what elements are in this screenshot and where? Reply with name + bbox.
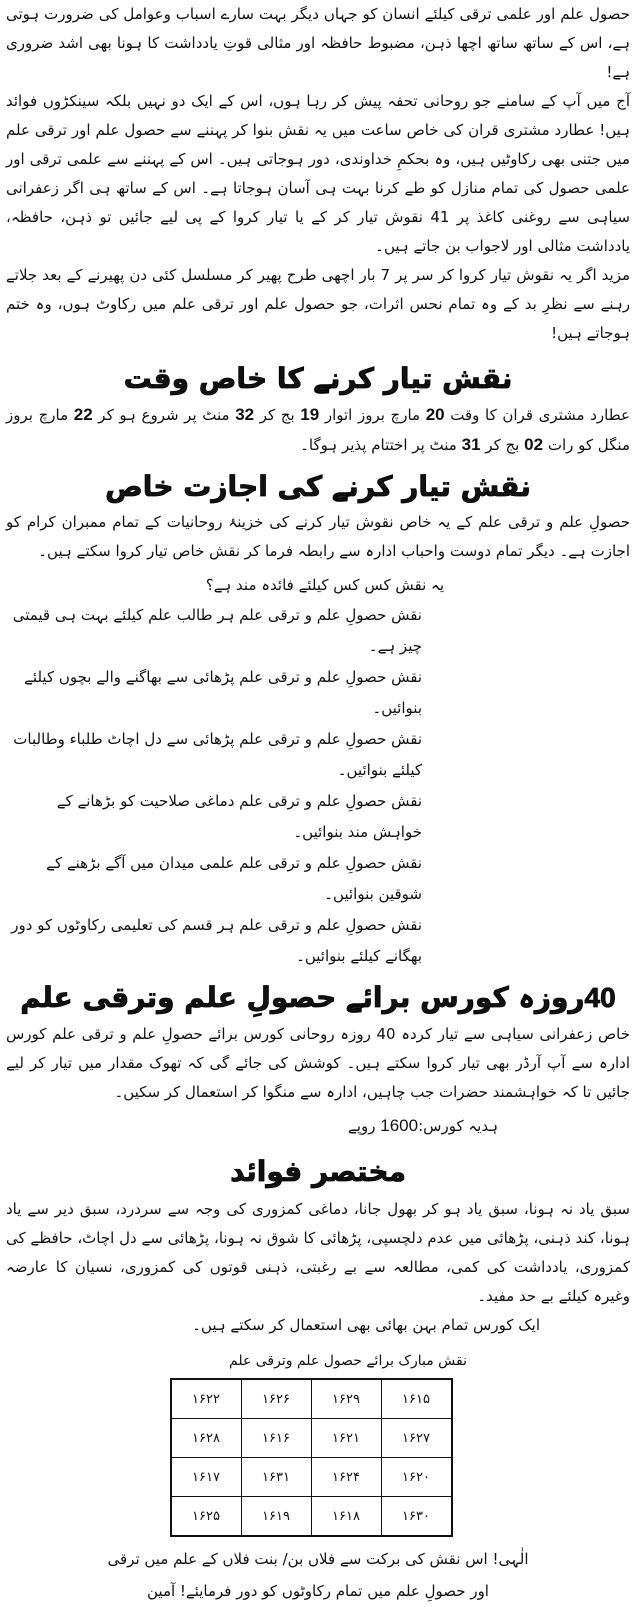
price-value: 1600 <box>380 1116 419 1135</box>
naqsh-cell: ۱۶۲۸ <box>171 1419 242 1458</box>
naqsh-cell: ۱۶۲۴ <box>311 1458 381 1497</box>
naqsh-cell: ۱۶۲۶ <box>241 1379 311 1419</box>
naqsh-row <box>171 1379 452 1419</box>
time-text: عطارد مشتری قران کا وقت <box>444 406 630 424</box>
time-paragraph <box>6 400 630 460</box>
permission-paragraph: حصولِ علم و ترقی علم کے یہ خاص نقوش تیار کرنے کی خزینۂ روحانیات کے تمام ممبران کرام کو اجازت ہے۔ دیگر تمام دوست واحباب ادارہ سے رابطہ فرما کر نقش خاص تیار کروا سکتے ہیں۔ <box>6 513 630 560</box>
naqsh-cell: ۱۶۳۰ <box>381 1497 452 1537</box>
time-text: بج کر <box>254 406 301 424</box>
course-section <box>6 976 630 1141</box>
short-benefits-heading: مختصر فوائد <box>230 1155 406 1188</box>
benefit-question: یہ نقش کس کس کیلئے فائدہ مند ہے؟ <box>205 576 444 594</box>
naqsh-cell: ۱۶۱۷ <box>171 1458 242 1497</box>
time-text: مارچ بروز منگل کو رات <box>6 406 630 454</box>
time-text: منٹ پر شروع ہو کر <box>92 406 236 424</box>
benefit-item: نقش حصولِ علم و ترقی علم دماغی صلاحیت کو بڑھانے کے خواہش مند بنوائیں۔ <box>56 792 422 841</box>
dua-line: الٰہی! اس نقش کی برکت سے فلاں بن/ بنت فلاں کے علم میں ترقی <box>107 1550 529 1568</box>
intro-section <box>6 0 630 348</box>
price-unit: روپے <box>348 1117 381 1135</box>
benefit-item: نقش حصولِ علم و ترقی علم پڑھائی سے دل اچاٹ طلباء وطالبات کیلئے بنوائیں۔ <box>13 730 422 779</box>
permission-heading: نقش تیار کرنے کی اجازت خاص <box>105 470 531 503</box>
dua <box>6 1543 630 1607</box>
course-heading-text: روزہ کورس برائے حصولِ علم وترقی علم <box>20 981 585 1014</box>
intro-paragraph: آج میں آپ کے سامنے جو روحانی تحفہ پیش کر رہا ہوں، اس کے ایک دو نہیں بلکہ سینکڑوں فوائد ہیں! عطارد مشتری قران کی خاص ساعت میں یہ نقش بنوا کر پہننے سے حصول علم اور ترقی علم میں جتنی بھی رکاوٹیں ہیں، وہ بحکمِ خداوندی، دور ہوجاتی ہیں۔ اس کے پہننے سے علمی ترقی اور علمی حصول کی تمام منازل کو طے کرنا بہت ہی آسان ہوجاتا ہے۔ اس کے ساتھ ہی اگر زعفرانی سیاہی سے روغنی کاغذ پر 41 نقوش تیار کر کے یا تیار کروا کے پی لیے جائیں تو ذہن، حافظہ، یادداشت مثالی اور لاجواب بن جاتے ہیں۔ <box>6 92 630 255</box>
course-heading <box>6 976 630 1020</box>
time-text: بج کر <box>480 436 525 454</box>
date-end-day: 22 <box>73 405 93 424</box>
naqsh-cell: ۱۶۲۷ <box>381 1419 452 1458</box>
naqsh-grid <box>170 1378 453 1537</box>
naqsh-cell: ۱۶۳۱ <box>241 1458 311 1497</box>
date-start-day: 20 <box>425 405 445 424</box>
benefit-item: نقش حصولِ علم و ترقی علم ہر قسم کی تعلیمی رکاوٹوں کو دور بھگانے کیلئے بنوائیں۔ <box>11 916 422 965</box>
naqsh-cell: ۱۶۲۱ <box>311 1419 381 1458</box>
start-minute: 32 <box>235 405 255 424</box>
naqsh-section <box>6 1348 630 1607</box>
dua-line: اور حصولِ علم میں تمام رکاوٹوں کو دور فرمایئے! آمین <box>147 1582 489 1600</box>
benefit-item: نقش حصولِ علم و ترقی علم پڑھائی سے بھاگنے والے بچوں کیلئے بنوائیں۔ <box>24 668 422 717</box>
end-hour: 02 <box>524 435 544 454</box>
short-benefits-note: ایک کورس تمام بہن بھائی بھی استعمال کر سکتے ہیں۔ <box>192 1316 540 1334</box>
naqsh-row <box>171 1419 452 1458</box>
naqsh-cell: ۱۶۲۵ <box>171 1497 242 1537</box>
naqsh-cell: ۱۶۱۹ <box>241 1497 311 1537</box>
end-minute: 31 <box>461 435 481 454</box>
naqsh-cell: ۱۶۱۶ <box>241 1419 311 1458</box>
naqsh-row <box>171 1497 452 1537</box>
short-benefits-paragraph: سبق یاد نہ ہونا، سبق یاد ہو کر بھول جانا، دماغی کمزوری کی وجہ سے سردرد، سبق دیر سے یاد ہونا، کند ذہنی، پڑھائی میں عدم دلچسپی، پڑھائی کا شوق نہ ہونا، پڑھائی سے دل اچاٹ، حافظے کی کمزوری، یادداشت کی کمی، مطالعہ سے بے رغبتی، ذہنی قوتوں کی کمزوری، نسیان کا عارضہ وغیرہ کیلئے بے حد مفید۔ <box>6 1200 630 1305</box>
naqsh-row <box>171 1458 452 1497</box>
short-benefits-section <box>6 1149 630 1340</box>
time-text: منٹ پر اختتام پذیر ہوگا۔ <box>300 436 462 454</box>
course-paragraph: خاص زعفرانی سیاہی سے تیار کردہ 40 روزہ روحانی کورس برائے حصولِ علم و ترقی علم کورس ادارہ سے آپ آرڈر بھی تیار کروا سکتے ہیں۔ کوشش کی جائے گی کہ تھوک مقدار میں تیار کر لیے جائیں تا کہ خواہشمند حضرات جب چاہیں، ادارہ سے منگوا کر استعمال کر سکیں۔ <box>6 1025 630 1101</box>
naqsh-grid-wrapper <box>0 1378 630 1537</box>
time-heading: نقش تیار کرنے کا خاص وقت <box>123 362 513 395</box>
intro-paragraph: حصول علم اور علمی ترقی کیلئے انسان کو جہاں دیگر بہت سارے اسباب وعوامل کی ضرورت ہوتی ہے، اس کے ساتھ ساتھ اچھا ذہن، مضبوط حافظہ اور مثالی قوتِ یادداشت کا ہونا بھی اشد ضروری ہے! <box>6 5 630 81</box>
intro-paragraph: مزید اگر یہ نقوش تیار کروا کر سر پر 7 بار اچھی طرح پھیر کر مسلسل کئی دن پھیرنے کے بعد جلاتے رہنے سے نظرِ بد کے وہ تمام نحس اثرات، جو حصول علم اور ترقی علم میں رکاوٹ ہوں، وہ ختم ہوجاتے ہیں! <box>6 266 631 342</box>
naqsh-cell: ۱۶۲۹ <box>311 1379 381 1419</box>
time-text: مارچ بروز اتوار <box>319 406 426 424</box>
naqsh-cell: ۱۶۲۲ <box>171 1379 242 1419</box>
start-hour: 19 <box>300 405 320 424</box>
course-days: 40 <box>584 982 616 1013</box>
price-label: ہدیہ کورس: <box>418 1117 498 1135</box>
naqsh-title: نقش مبارک برائے حصول علم وترقی علم <box>229 1353 467 1369</box>
naqsh-cell: ۱۶۱۵ <box>381 1379 452 1419</box>
benefit-list <box>6 600 630 972</box>
naqsh-cell: ۱۶۱۸ <box>311 1497 381 1537</box>
benefit-item: نقش حصولِ علم و ترقی علم علمی میدان میں آگے بڑھنے کے شوقین بنوائیں۔ <box>46 854 422 903</box>
benefit-item: نقش حصولِ علم و ترقی علم ہر طالب علم کیلئے بہت ہی قیمتی چیز ہے۔ <box>12 606 422 655</box>
naqsh-cell: ۱۶۲۰ <box>381 1458 452 1497</box>
permission-section <box>6 466 630 972</box>
course-price <box>6 1111 630 1141</box>
time-section <box>6 358 630 460</box>
